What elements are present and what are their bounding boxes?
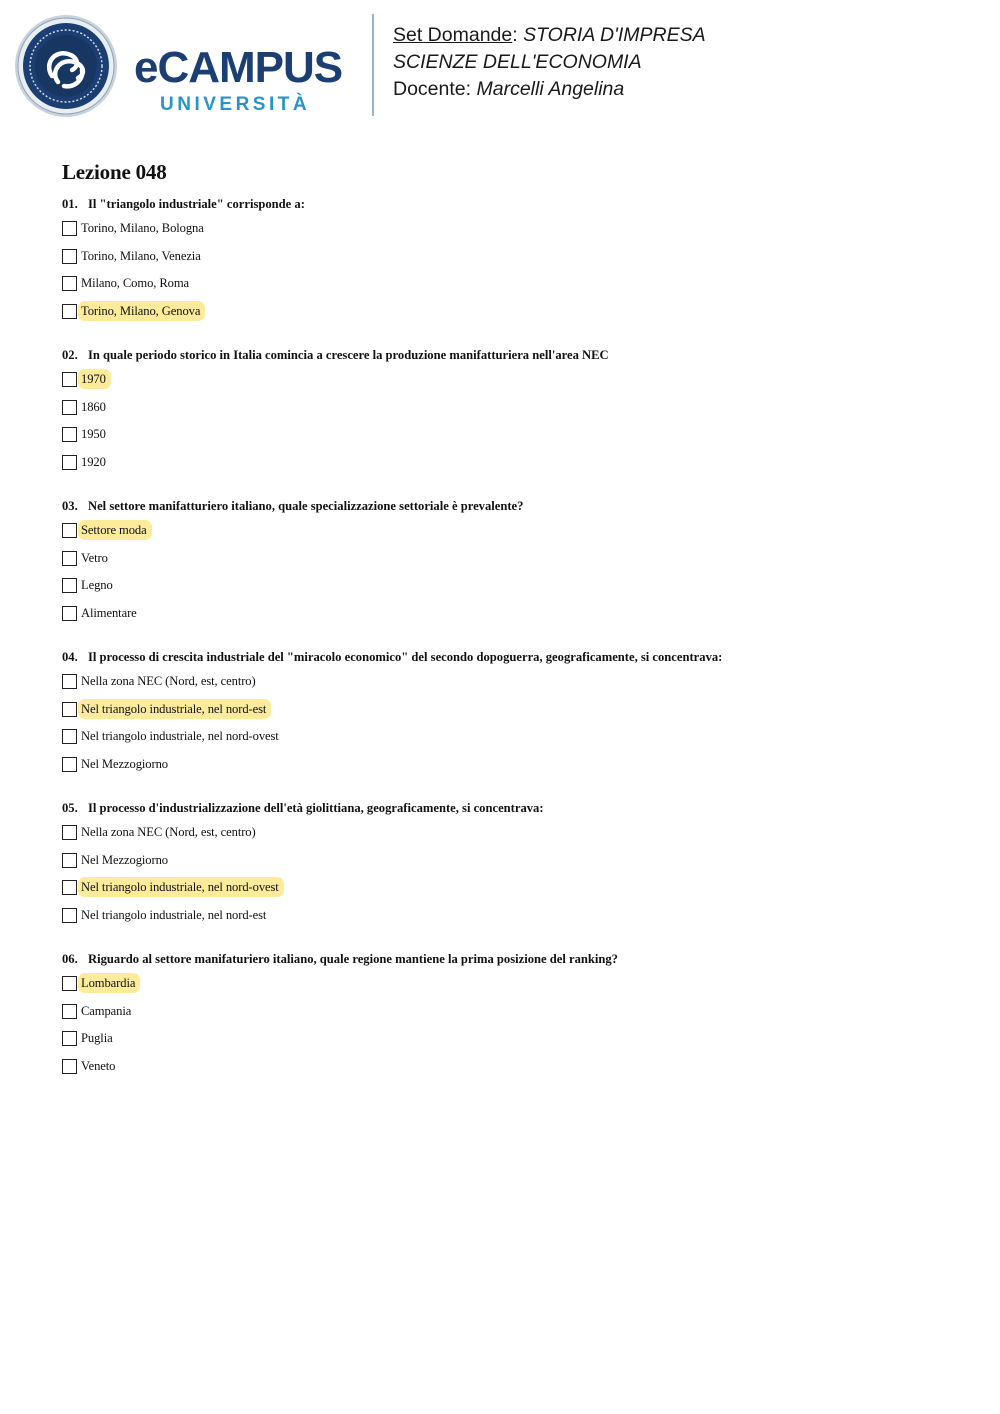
answer-checkbox[interactable] <box>62 702 77 717</box>
answer-checkbox[interactable] <box>62 606 77 621</box>
set-line: Set Domande: STORIA D'IMPRESA <box>393 24 706 46</box>
question-text: Il "triangolo industriale" corrisponde a: <box>88 197 305 211</box>
answer-checkbox[interactable] <box>62 1059 77 1074</box>
question-number: 02. <box>62 348 78 362</box>
answer-checkbox[interactable] <box>62 976 77 991</box>
answer-option[interactable] <box>62 1001 942 1029</box>
answer-text: 1920 <box>81 454 106 469</box>
answer-option[interactable] <box>62 452 942 480</box>
answer-text: Torino, Milano, Bologna <box>81 221 204 235</box>
logo-subtext: UNIVERSITÀ <box>160 94 311 115</box>
question-title <box>62 498 942 520</box>
answer-checkbox[interactable] <box>62 304 77 319</box>
answer-text: 1950 <box>81 427 106 441</box>
answer-options <box>62 822 942 932</box>
question-6 <box>62 951 942 1083</box>
answer-checkbox[interactable] <box>62 551 77 566</box>
answer-option[interactable] <box>62 603 942 631</box>
question-title <box>62 800 942 822</box>
answer-checkbox[interactable] <box>62 400 77 415</box>
answer-text: Veneto <box>81 1058 116 1073</box>
answer-option[interactable] <box>62 973 942 1001</box>
question-text: In quale periodo storico in Italia comincia a crescere la produzione manifatturiera nell'area NEC <box>88 348 609 362</box>
question-text: Il processo di crescita industriale del "miracolo economico" del secondo dopoguerra, geograficamente, si concentrava: <box>88 650 723 664</box>
faculty-name: SCIENZE DELL'ECONOMIA <box>393 51 642 73</box>
answer-option[interactable] <box>62 822 942 850</box>
answer-checkbox[interactable] <box>62 578 77 593</box>
question-2 <box>62 347 942 479</box>
answer-option[interactable] <box>62 877 942 905</box>
answer-option[interactable] <box>62 369 942 397</box>
answer-option[interactable] <box>62 754 942 782</box>
answer-option[interactable] <box>62 246 942 274</box>
header-info <box>393 22 706 103</box>
answer-text: Alimentare <box>81 605 137 620</box>
answer-checkbox[interactable] <box>62 853 77 868</box>
answer-option[interactable] <box>62 699 942 727</box>
teacher-name: Marcelli Angelina <box>476 78 625 100</box>
answer-option[interactable] <box>62 1028 942 1056</box>
answer-text: Puglia <box>81 1031 113 1045</box>
question-number: 05. <box>62 801 78 815</box>
answer-text: Nel Mezzogiorno <box>81 852 168 867</box>
answer-option[interactable] <box>62 424 942 452</box>
answer-option[interactable] <box>62 1056 942 1084</box>
set-value: STORIA D'IMPRESA <box>523 24 706 46</box>
answer-checkbox[interactable] <box>62 523 77 538</box>
answer-option[interactable] <box>62 520 942 548</box>
answer-text-highlighted: Torino, Milano, Genova <box>78 301 205 321</box>
question-text: Il processo d'industrializzazione dell'età giolittiana, geograficamente, si concentrava: <box>88 801 544 815</box>
answer-text: Campania <box>81 1003 132 1018</box>
set-label: Set Domande <box>393 24 513 46</box>
question-number: 04. <box>62 650 78 664</box>
answer-checkbox[interactable] <box>62 880 77 895</box>
answer-checkbox[interactable] <box>62 757 77 772</box>
teacher-label: Docente: <box>393 78 472 100</box>
header-divider <box>372 14 374 116</box>
answer-checkbox[interactable] <box>62 825 77 840</box>
answer-checkbox[interactable] <box>62 1004 77 1019</box>
question-text: Riguardo al settore manifaturiero italiano, quale regione mantiene la prima posizione del ranking? <box>88 952 618 966</box>
question-1 <box>62 196 942 328</box>
question-title <box>62 649 942 671</box>
answer-option[interactable] <box>62 726 942 754</box>
answer-option[interactable] <box>62 273 942 301</box>
answer-text: Nel triangolo industriale, nel nord-est <box>81 907 267 922</box>
answer-checkbox[interactable] <box>62 249 77 264</box>
answer-text: 1860 <box>81 399 106 414</box>
faculty-line <box>393 49 706 76</box>
answer-text-highlighted: Settore moda <box>78 520 152 540</box>
ecampus-seal-logo <box>14 14 118 118</box>
question-title <box>62 196 942 218</box>
answer-options <box>62 671 942 781</box>
answer-checkbox[interactable] <box>62 908 77 923</box>
answer-checkbox[interactable] <box>62 221 77 236</box>
answer-checkbox[interactable] <box>62 455 77 470</box>
question-title <box>62 951 942 973</box>
answer-option[interactable] <box>62 850 942 878</box>
page-header <box>14 14 714 118</box>
answer-options <box>62 218 942 328</box>
answer-text-highlighted: Lombardia <box>78 973 140 993</box>
answer-text-highlighted: Nel triangolo industriale, nel nord-ovest <box>78 877 284 897</box>
question-number: 01. <box>62 197 78 211</box>
answer-text: Nel triangolo industriale, nel nord-ovest <box>81 729 279 743</box>
answer-options <box>62 369 942 479</box>
lesson-title: Lezione 048 <box>62 160 167 184</box>
answer-text: Legno <box>81 578 113 592</box>
answer-text: Milano, Como, Roma <box>81 276 190 290</box>
question-4 <box>62 649 942 781</box>
ecampus-wordmark-logo <box>134 42 374 122</box>
answer-option[interactable] <box>62 905 942 933</box>
answer-options <box>62 520 942 630</box>
question-5 <box>62 800 942 932</box>
question-title <box>62 347 942 369</box>
logo-text: eCAMPUS <box>134 43 343 92</box>
answer-option[interactable] <box>62 671 942 699</box>
answer-checkbox[interactable] <box>62 276 77 291</box>
question-number: 06. <box>62 952 78 966</box>
answer-checkbox[interactable] <box>62 674 77 689</box>
answer-text: Torino, Milano, Venezia <box>81 248 201 263</box>
answer-option[interactable] <box>62 397 942 425</box>
answer-option[interactable] <box>62 548 942 576</box>
answer-text: Nella zona NEC (Nord, est, centro) <box>81 825 256 839</box>
answer-option[interactable] <box>62 575 942 603</box>
question-3 <box>62 498 942 630</box>
question-number: 03. <box>62 499 78 513</box>
answer-text: Nella zona NEC (Nord, est, centro) <box>81 674 256 688</box>
answer-checkbox[interactable] <box>62 729 77 744</box>
answer-option[interactable] <box>62 218 942 246</box>
teacher-line <box>393 76 706 103</box>
answer-text-highlighted: 1970 <box>78 369 111 389</box>
answer-options <box>62 973 942 1083</box>
answer-text: Nel Mezzogiorno <box>81 756 168 771</box>
answer-checkbox[interactable] <box>62 1031 77 1046</box>
answer-checkbox[interactable] <box>62 372 77 387</box>
answer-text-highlighted: Nel triangolo industriale, nel nord-est <box>78 699 271 719</box>
answer-option[interactable] <box>62 301 942 329</box>
question-text: Nel settore manifatturiero italiano, quale specializzazione settoriale è prevalente? <box>88 499 524 513</box>
answer-checkbox[interactable] <box>62 427 77 442</box>
answer-text: Vetro <box>81 550 108 565</box>
